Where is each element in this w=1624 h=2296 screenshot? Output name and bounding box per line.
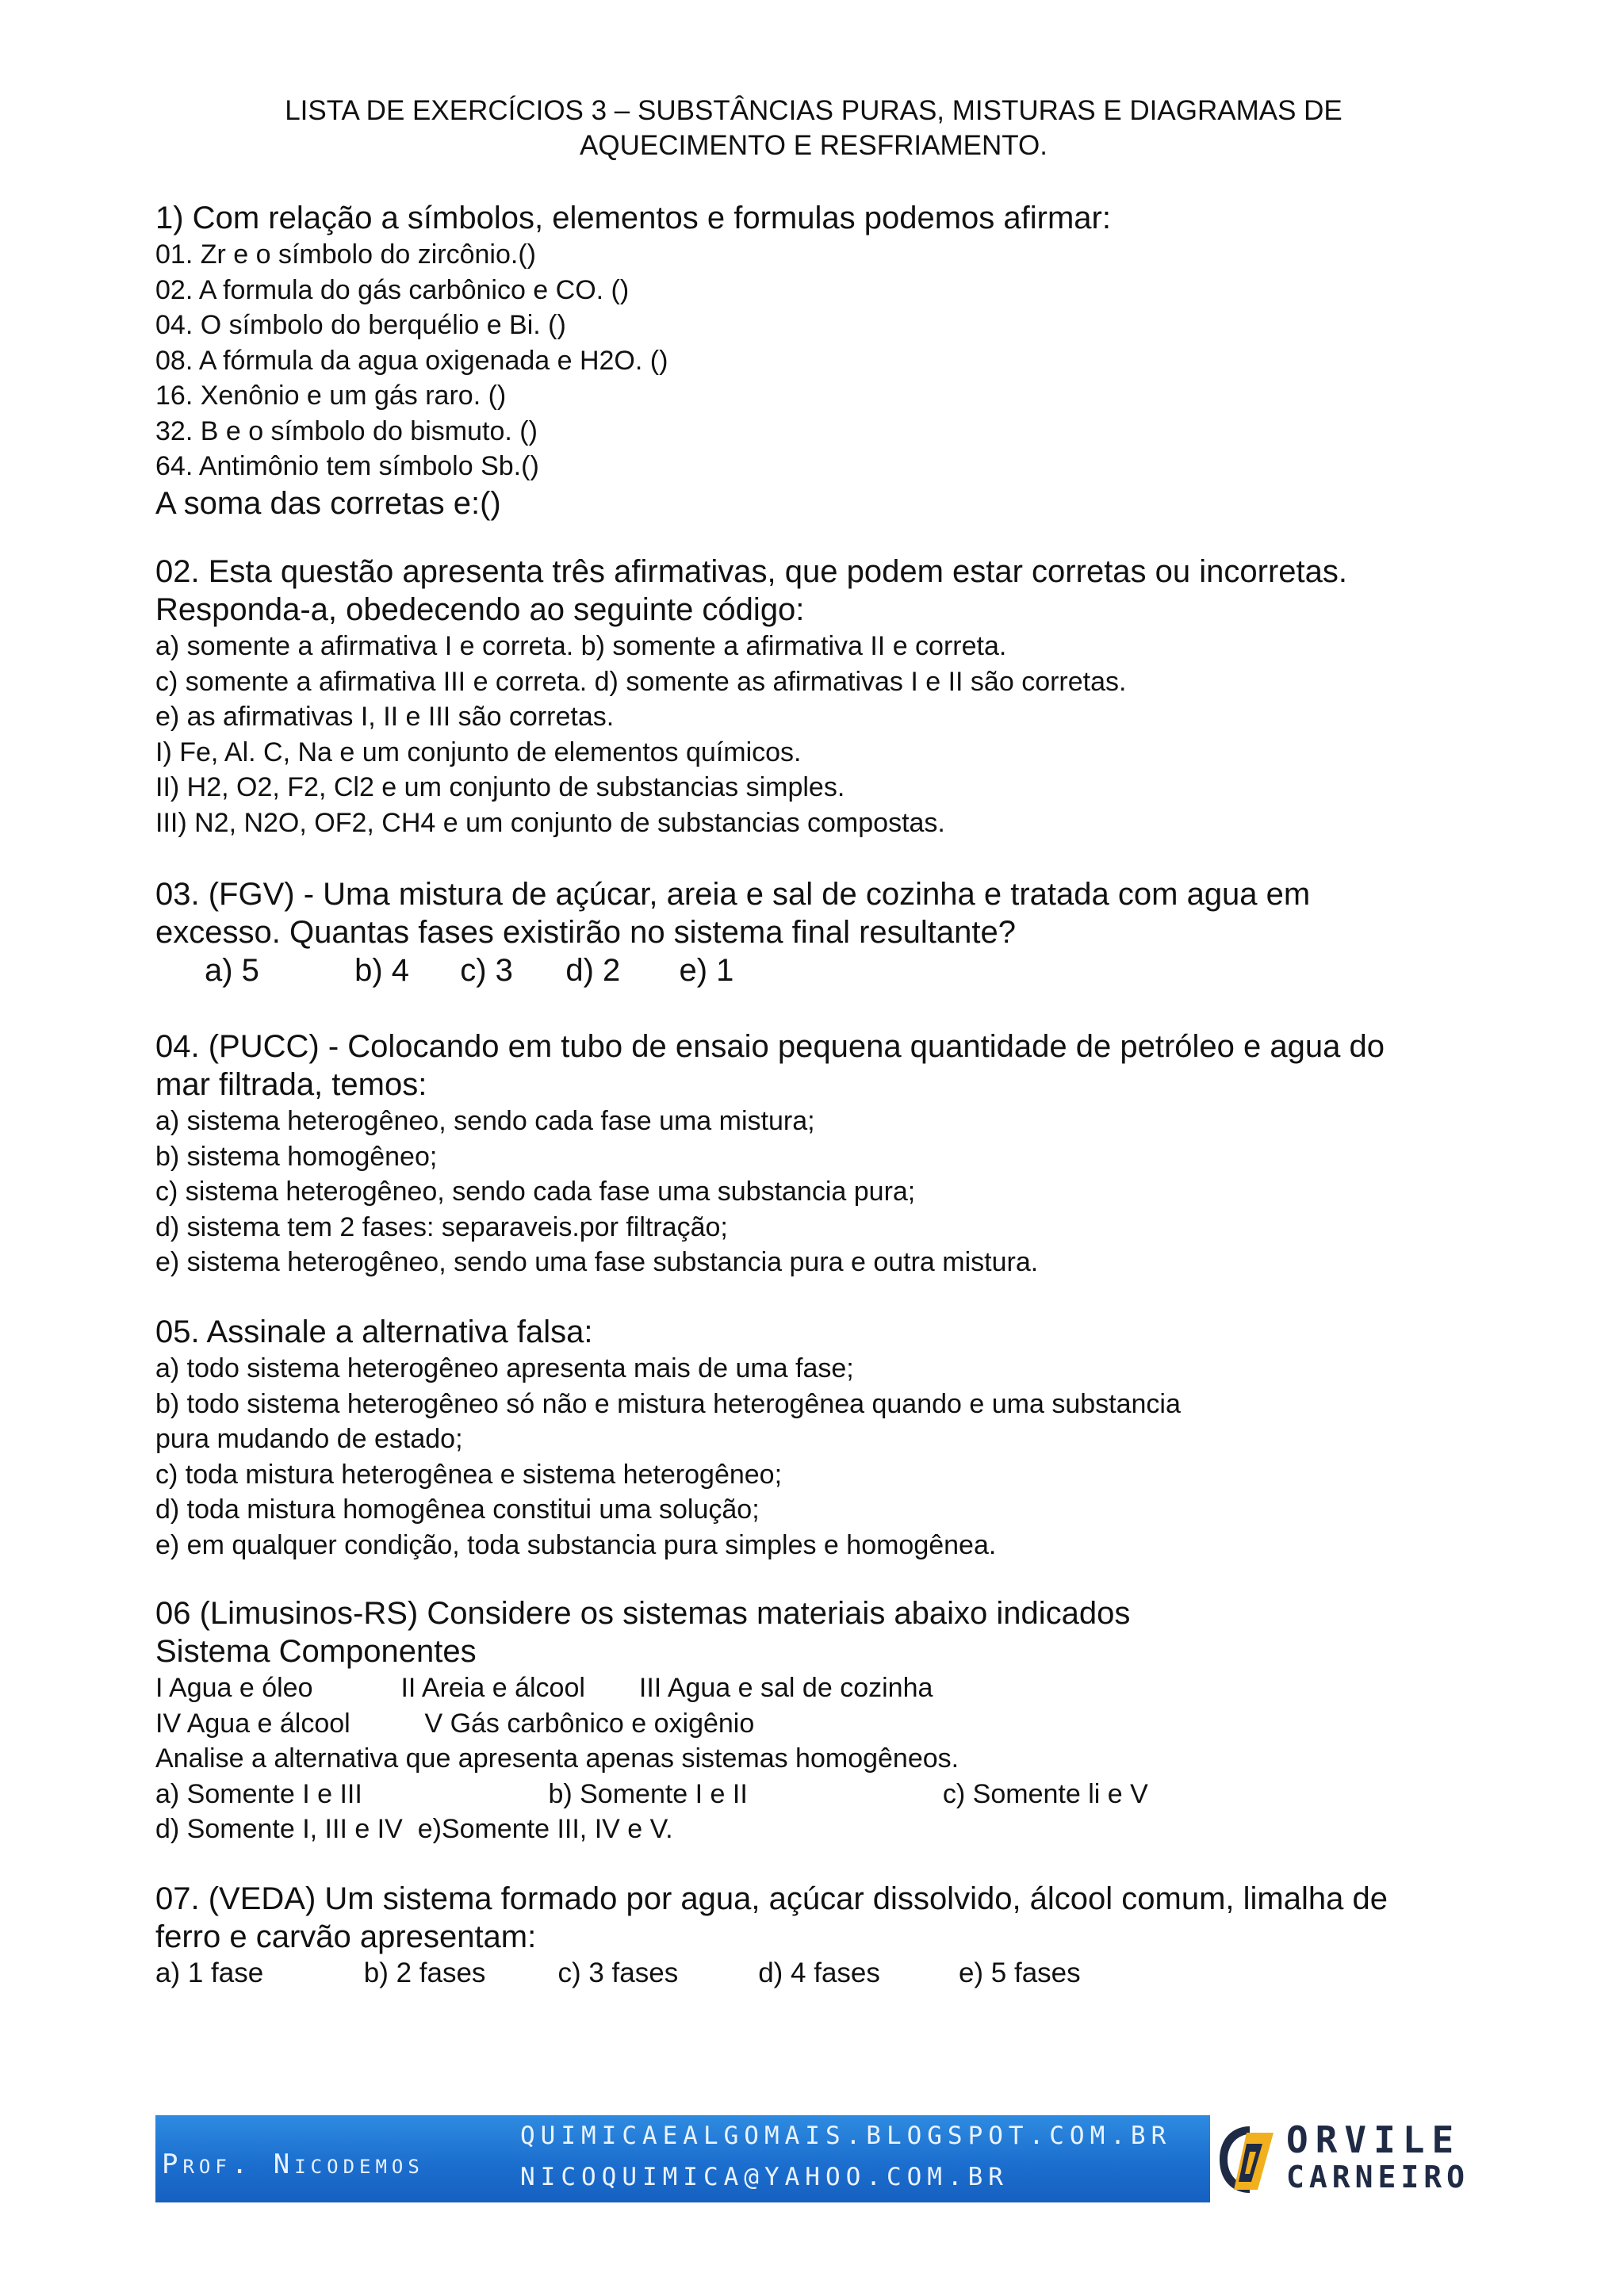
page-title [155, 94, 1472, 163]
option: b) 2 fases [363, 1957, 486, 1988]
list-item: e) as afirmativas I, II e III são corretas. [155, 702, 615, 732]
question-4-statement-1: 04. (PUCC) - Colocando em tubo de ensaio pequena quantidade de petróleo e agua do [155, 1029, 1385, 1064]
footer-author: Prof. Nicodemos [162, 2149, 424, 2180]
list-item: 01. Zr e o símbolo do zircônio.() [155, 239, 536, 270]
option: c) sistema heterogêneo, sendo cada fase uma substancia pura; [155, 1177, 916, 1207]
system-item: V Gás carbônico e oxigênio [424, 1708, 755, 1739]
options-row-1 [155, 1777, 1472, 1812]
question-1 [155, 199, 1472, 522]
options-row-2: d) Somente I, III e IV e)Somente III, IV e V. [155, 1814, 673, 1844]
question-3-options [155, 951, 1472, 989]
option: b) Somente I e II [548, 1778, 748, 1809]
system-item: IV Agua e álcool [155, 1708, 350, 1739]
option: e) 1 [679, 953, 734, 988]
list-item: 32. B e o símbolo do bismuto. () [155, 415, 538, 446]
question-1-sum: A soma das corretas e:() [155, 485, 501, 521]
option: b) sistema homogêneo; [155, 1141, 438, 1172]
question-3 [155, 875, 1472, 989]
list-item: 64. Antimônio tem símbolo Sb.() [155, 451, 539, 481]
question-4 [155, 1027, 1472, 1280]
question-7-statement-1: 07. (VEDA) Um sistema formado por agua, açúcar dissolvido, álcool comum, limalha de [155, 1881, 1388, 1916]
title-line-2: AQUECIMENTO E RESFRIAMENTO. [580, 130, 1048, 161]
footer-bar [155, 2115, 1210, 2202]
question-2 [155, 553, 1472, 840]
system-item: II Areia e álcool [400, 1673, 585, 1703]
list-item: 04. O símbolo do berquélio e Bi. () [155, 310, 566, 340]
option: b) 4 [354, 953, 410, 988]
list-item: 16. Xenônio e um gás raro. () [155, 381, 507, 411]
option: c) 3 [460, 953, 513, 988]
option: d) toda mistura homogênea constitui uma solução; [155, 1494, 760, 1525]
question-6 [155, 1594, 1472, 1847]
list-item: 02. A formula do gás carbônico e CO. () [155, 274, 630, 305]
question-7 [155, 1880, 1472, 1992]
logo-mark-icon [1215, 2122, 1278, 2198]
option: d) sistema tem 2 fases: separaveis.por filtração; [155, 1211, 728, 1242]
list-item: 08. A fórmula da agua oxigenada e H2O. () [155, 345, 668, 376]
option: a) 5 [205, 953, 259, 988]
question-6-statement: 06 (Limusinos-RS) Considere os sistemas materiais abaixo indicados [155, 1596, 1131, 1631]
question-6-instruction: Analise a alternativa que apresenta apenas sistemas homogêneos. [155, 1743, 959, 1774]
option: d) 4 fases [758, 1957, 880, 1988]
option: a) Somente I e III [155, 1778, 362, 1809]
option: c) 3 fases [557, 1957, 679, 1988]
question-5 [155, 1313, 1472, 1563]
list-item: III) N2, N2O, OF2, CH4 e um conjunto de substancias compostas. [155, 807, 945, 838]
question-3-statement-2: excesso. Quantas fases existirão no sistema final resultante? [155, 915, 1016, 950]
list-item: I) Fe, Al. C, Na e um conjunto de elementos químicos. [155, 737, 802, 767]
option: c) Somente li e V [942, 1778, 1148, 1809]
list-item: II) H2, O2, F2, Cl2 e um conjunto de substancias simples. [155, 772, 845, 802]
option: d) 2 [565, 953, 621, 988]
system-item: I Agua e óleo [155, 1673, 313, 1703]
question-7-options [155, 1956, 1472, 1992]
title-line-1: LISTA DE EXERCÍCIOS 3 – SUBSTÂNCIAS PURAS, MISTURAS E DIAGRAMAS DE [285, 95, 1342, 126]
option: e) sistema heterogêneo, sendo uma fase substancia pura e outra mistura. [155, 1247, 1039, 1277]
question-6-subtitle: Sistema Componentes [155, 1634, 477, 1669]
question-7-statement-2: ferro e carvão apresentam: [155, 1919, 537, 1954]
option: a) todo sistema heterogêneo apresenta mais de uma fase; [155, 1353, 854, 1383]
systems-row-2 [155, 1706, 1472, 1742]
question-2-statement-2: Responda-a, obedecendo ao seguinte código: [155, 592, 805, 627]
list-item: c) somente a afirmativa III e correta. d) somente as afirmativas I e II são corretas. [155, 666, 1127, 697]
list-item: a) somente a afirmativa I e correta. b) somente a afirmativa II e correta. [155, 631, 1007, 661]
orvile-carneiro-logo [1215, 2115, 1469, 2202]
option: e) em qualquer condição, toda substancia pura simples e homogênea. [155, 1529, 997, 1560]
systems-row-1 [155, 1670, 1472, 1706]
question-4-statement-2: mar filtrada, temos: [155, 1067, 427, 1102]
logo-text-line-2: CARNEIRO [1286, 2160, 1470, 2195]
question-1-statement: 1) Com relação a símbolos, elementos e formulas podemos afirmar: [155, 201, 1111, 235]
footer-banner [155, 2115, 1469, 2202]
option: e) 5 fases [958, 1957, 1081, 1988]
question-5-statement: 05. Assinale a alternativa falsa: [155, 1314, 593, 1349]
option: a) sistema heterogêneo, sendo cada fase uma mistura; [155, 1106, 815, 1136]
footer-blog-url: QUIMICAEALGOMAIS.BLOGSPOT.COM.BR [520, 2122, 1172, 2150]
system-item: III Agua e sal de cozinha [638, 1673, 933, 1703]
question-2-statement-1: 02. Esta questão apresenta três afirmativas, que podem estar corretas ou incorretas. [155, 554, 1348, 589]
option: pura mudando de estado; [155, 1424, 463, 1454]
footer-email: NICOQUIMICA@YAHOO.COM.BR [520, 2163, 1009, 2191]
option: b) todo sistema heterogêneo só não e mistura heterogênea quando e uma substancia [155, 1388, 1181, 1419]
logo-text-line-1: ORVILE [1286, 2118, 1461, 2161]
option: a) 1 fase [155, 1957, 264, 1988]
question-3-statement-1: 03. (FGV) - Uma mistura de açúcar, areia e sal de cozinha e tratada com agua em [155, 877, 1311, 912]
option: c) toda mistura heterogênea e sistema heterogêneo; [155, 1459, 783, 1490]
